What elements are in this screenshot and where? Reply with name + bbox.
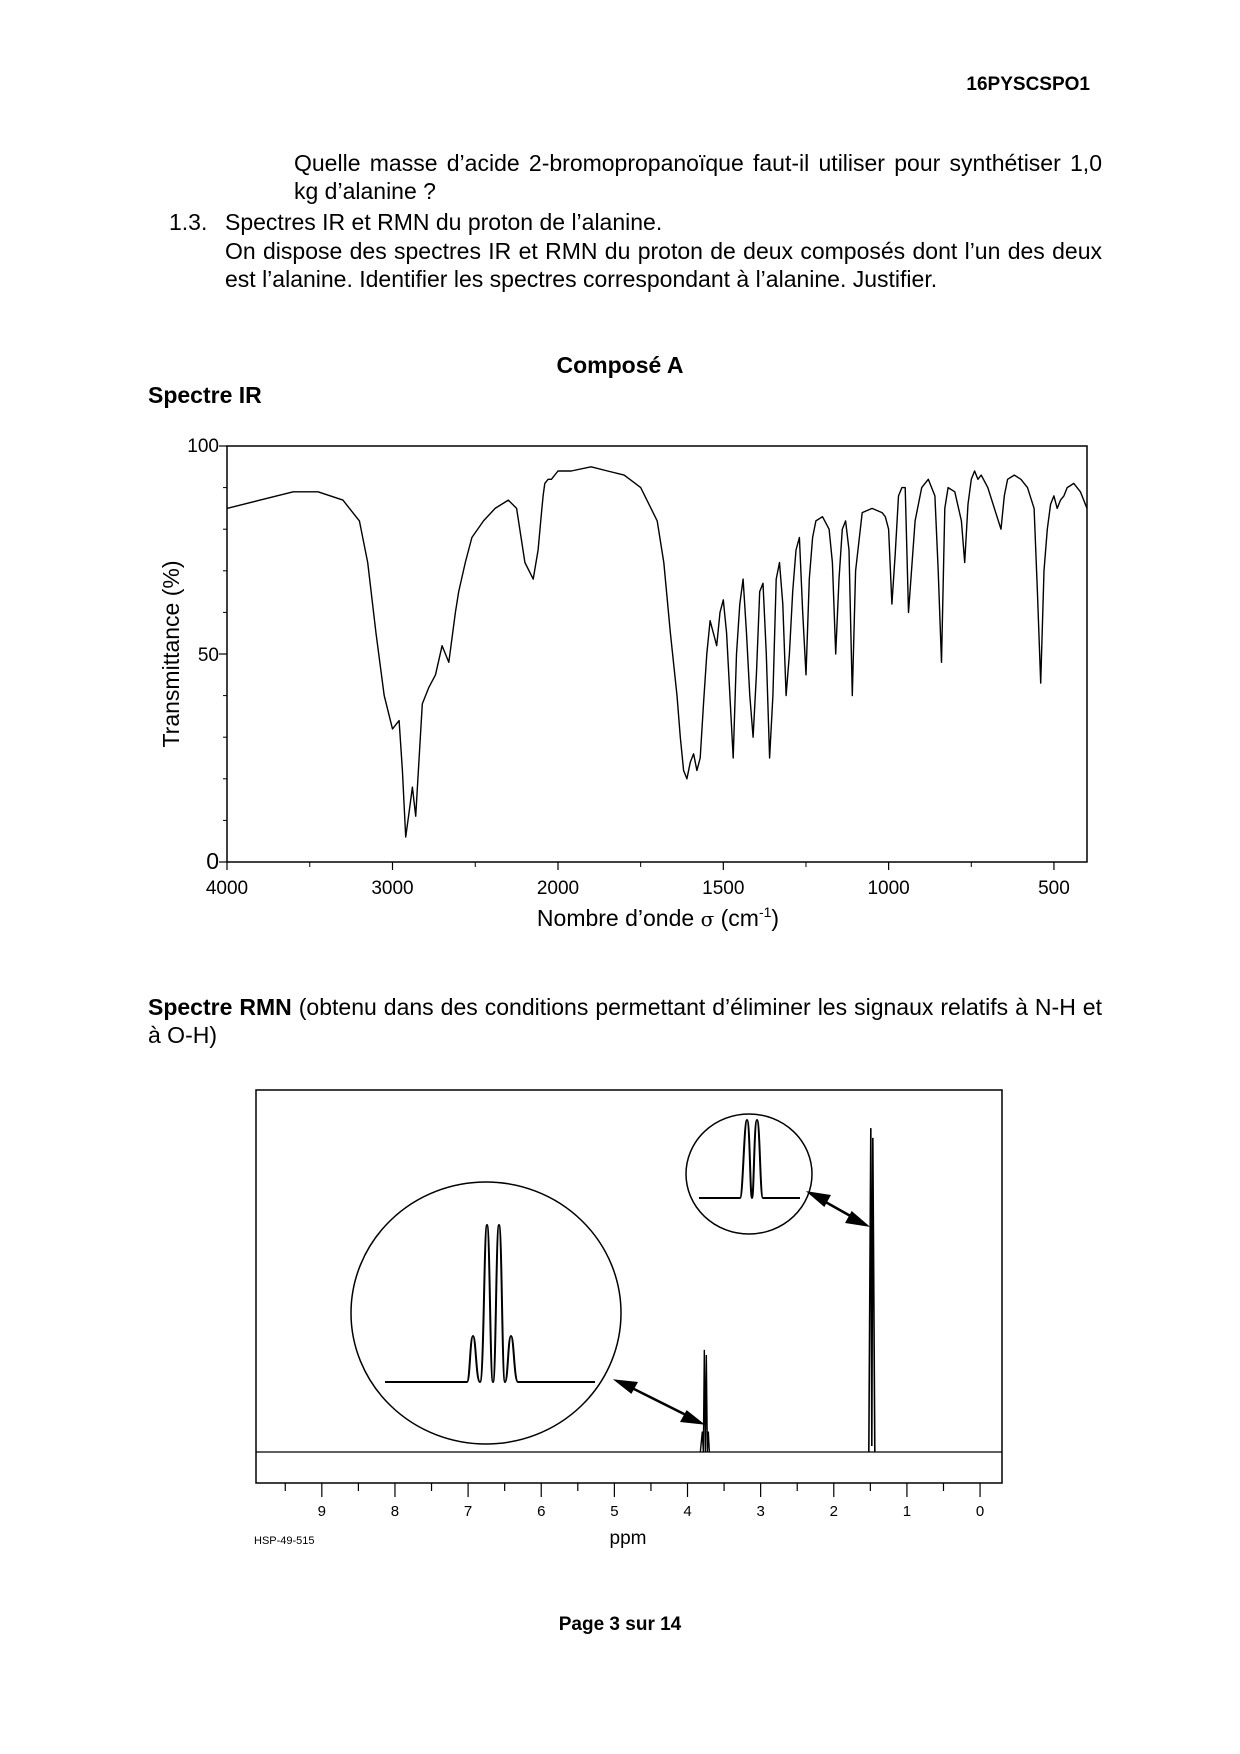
rmn-x-axis-label: ppm — [609, 1528, 647, 1549]
section-number: 1.3. — [169, 209, 208, 235]
rmn-peak-quadruplet — [700, 1350, 709, 1452]
ir-x-tick-label: 500 — [1038, 878, 1070, 899]
ir-y-tick-label: 100 — [187, 436, 219, 457]
rmn-tick-label: 6 — [537, 1503, 546, 1520]
rmn-note: (obtenu dans des conditions permettant d’éliminer les signaux relatifs à N-H et à O-H) — [148, 994, 1102, 1048]
rmn-peak-doublet — [869, 1128, 875, 1452]
compound-title: Composé A — [556, 352, 684, 378]
arrow-doublet — [810, 1193, 866, 1225]
ir-y-tick-label: 0 — [206, 848, 219, 874]
ir-spectrum-title: Spectre IR — [148, 382, 262, 408]
ir-series-line — [227, 467, 1087, 837]
zoom-circle-quadruplet — [351, 1182, 621, 1444]
rmn-plot-frame — [256, 1090, 1002, 1483]
rmn-tick-label: 8 — [390, 1503, 400, 1520]
ir-x-axis-label: Nombre d’onde σ $(cm^{-1})$ — [536, 904, 780, 931]
ir-x-tick-label: 3000 — [371, 878, 414, 899]
zoom-doublet-signal — [699, 1120, 800, 1198]
ir-y-axis-label: Transmittance (%) — [158, 560, 184, 748]
rmn-title: Spectre RMN — [148, 994, 292, 1020]
section-body: On dispose des spectres IR et RMN du proton de deux composés dont l’un des deux est l’alanine. Identifier les spectres correspondant à l’alanine. Justifier. — [225, 238, 1102, 292]
rmn-description — [148, 993, 1102, 1049]
question-text: Quelle masse d’acide 2-bromopropanoïque faut-il utiliser pour synthétiser 1,0 kg d’alanine ? — [294, 150, 1102, 204]
rmn-x-ticks — [285, 1483, 980, 1497]
rmn-tick-label: 9 — [317, 1503, 326, 1520]
ir-y-tick-labels — [187, 436, 227, 874]
rmn-tick-label: 1 — [902, 1503, 912, 1520]
document-code: 16PYSCSPO1 — [966, 74, 1090, 95]
zoom-quadruplet-signal — [385, 1225, 595, 1382]
rmn-tick-label: 7 — [463, 1503, 473, 1520]
rmn-x-tick-labels — [318, 1503, 985, 1520]
rmn-spectrum-code: HSP-49-515 — [254, 1535, 315, 1547]
rmn-tick-label: 0 — [975, 1503, 985, 1520]
ir-y-tick-label: 50 — [197, 645, 219, 666]
ir-x-tick-labels — [206, 862, 1070, 899]
page-number: Page 3 sur 14 — [558, 1614, 682, 1635]
arrow-quadruplet — [617, 1381, 701, 1423]
rmn-tick-label: 4 — [683, 1503, 692, 1520]
ir-x-tick-label: 4000 — [205, 878, 249, 899]
rmn-tick-label: 3 — [756, 1503, 765, 1520]
ir-x-tick-label: 1000 — [867, 878, 910, 899]
ir-x-tick-label: 2000 — [536, 878, 580, 899]
rmn-tick-label: 5 — [610, 1503, 619, 1520]
section-title: Spectres IR et RMN du proton de l’alanine. — [225, 209, 663, 235]
rmn-chart — [0, 1080, 1240, 1560]
rmn-tick-label: 2 — [829, 1503, 838, 1520]
ir-x-tick-label: 1500 — [702, 878, 745, 899]
